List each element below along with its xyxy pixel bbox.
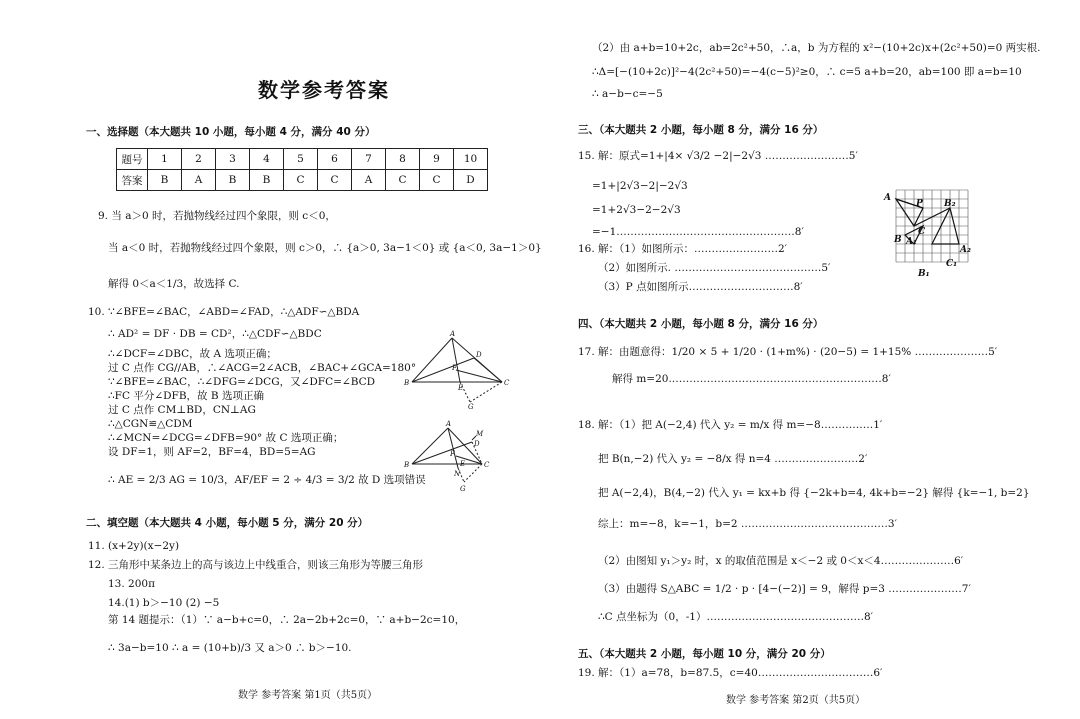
- q9-line: 解得 0＜a＜1/3，故选择 C.: [108, 278, 240, 290]
- fig-label: B: [404, 379, 410, 387]
- fig-label: E: [460, 460, 466, 468]
- q10-line: ∴△CGN≌△CDM: [108, 418, 193, 430]
- table-cell: 2: [182, 149, 216, 170]
- q18-line: （2）由图知 y₁＞y₂ 时，x 的取值范围是 x＜−2 或 0＜x＜4…………………6′: [598, 555, 964, 567]
- table-cell: C: [284, 170, 318, 191]
- triangle-figure-1: [402, 330, 512, 410]
- q10-line: 设 DF=1，则 AF=2，BF=4，BD=5=AG: [108, 446, 316, 458]
- fig-label: E: [458, 384, 464, 392]
- table-cell: 5: [284, 149, 318, 170]
- table-header-cell: 答案: [117, 170, 148, 191]
- table-cell: A: [352, 170, 386, 191]
- q18-line: 18. 解：（1）把 A(−2,4) 代入 y₂ = m/x 得 m=−8……………1′: [578, 419, 883, 431]
- table-cell: 10: [454, 149, 488, 170]
- page-2: [540, 0, 1080, 719]
- grid-label: P: [916, 199, 923, 209]
- q18-line: 把 B(n,−2) 代入 y₂ = −8/x 得 n=4 ……………………2′: [598, 453, 868, 465]
- q15-line: =1+2√3−2−2√3: [592, 204, 681, 216]
- section-5-heading: 五、（本大题共 2 小题，每小题 10 分，满分 20 分）: [578, 648, 831, 660]
- table-cell: D: [454, 170, 488, 191]
- fig-label: A: [450, 330, 456, 338]
- q16-line: 16. 解：（1）如图所示：……………………2′: [578, 243, 788, 255]
- section-1-heading: 一、选择题（本大题共 10 小题，每小题 4 分，满分 40 分）: [86, 126, 376, 138]
- fig-label: G: [460, 485, 466, 493]
- table-cell: 4: [250, 149, 284, 170]
- fig-label: F: [450, 450, 455, 458]
- fig-label: A: [446, 420, 452, 428]
- q10-line: ∴ AE = 2/3 AG = 10/3，AF/EF = 2 ÷ 4/3 = 3/2 故 D 选项错误: [108, 474, 426, 486]
- q12-answer: 12. 三角形中某条边上的高与该边上中线重合，则该三角形为等腰三角形: [88, 559, 424, 571]
- table-cell: 3: [216, 149, 250, 170]
- fig-label: B: [404, 461, 410, 469]
- q14-hint: 第 14 题提示：（1）∵ a−b+c=0，∴ 2a−2b+2c=0，∵ a+b−2c=10，: [108, 614, 466, 626]
- q14-part2-line: ∴Δ=[−(10+2c)]²−4(2c²+50)=−4(c−5)²≥0，∴ c=5 a+b=20，ab=100 即 a=b=10: [592, 66, 1022, 78]
- table-cell: C: [386, 170, 420, 191]
- fig-label: G: [468, 403, 474, 410]
- q10-line: ∴ AD² = DF · DB = CD²，∴△CDF∽△BDC: [108, 328, 322, 340]
- grid-label: C₁: [946, 259, 958, 269]
- q16-line: （3）P 点如图所示…………………………8′: [598, 281, 803, 293]
- fig-label: D: [474, 440, 480, 448]
- q10-line: 10. ∵∠BFE=∠BAC，∠ABD=∠FAD，∴△ADF∽△BDA: [88, 306, 360, 318]
- grid-label: A₁: [906, 237, 917, 247]
- grid-label: C: [918, 227, 926, 237]
- grid-label: B₂: [944, 199, 956, 209]
- grid-label: A₂: [960, 245, 971, 255]
- q14-hint: ∴ 3a−b=10 ∴ a = (10+b)/3 又 a＞0 ∴ b＞−10.: [108, 642, 352, 654]
- q11-answer: 11. (x+2y)(x−2y): [88, 540, 180, 552]
- table-cell: B: [216, 170, 250, 191]
- answer-table: [116, 148, 488, 191]
- table-cell: C: [420, 170, 454, 191]
- q18-line: ∴C 点坐标为（0，-1）………………………………………8′: [598, 611, 874, 623]
- q9-line: 9. 当 a＞0 时，若抛物线经过四个象限，则 c＜0，: [98, 210, 336, 222]
- q13-answer: 13. 200π: [108, 578, 155, 590]
- q15-line: =−1……………………………………………8′: [592, 226, 804, 238]
- section-2-heading: 二、填空题（本大题共 4 小题，每小题 5 分，满分 20 分）: [86, 517, 369, 529]
- fig-label: C: [484, 461, 490, 469]
- q18-line: （3）由题得 S△ABC = 1/2 · p · [4−(−2)] = 9，解得 p=3 …………………7′: [598, 583, 971, 595]
- table-cell: 8: [386, 149, 420, 170]
- table-cell: 1: [148, 149, 182, 170]
- q10-line: 过 C 点作 CM⊥BD，CN⊥AG: [108, 404, 256, 416]
- table-cell: B: [250, 170, 284, 191]
- section-4-heading: 四、（本大题共 2 小题，每小题 8 分，满分 16 分）: [578, 318, 824, 330]
- q10-line: ∵∠BFE=∠BAC，∴∠DFG=∠DCG，又∠DFC=∠BCD: [108, 376, 376, 388]
- grid-transformation-figure: [882, 186, 978, 278]
- fig-label: N: [454, 470, 461, 478]
- q15-line: =1+|2√3−2|−2√3: [592, 180, 688, 192]
- table-cell: C: [318, 170, 352, 191]
- page-footer: 数学 参考答案 第2页（共5页）: [726, 695, 866, 706]
- q14-part2-line: ∴ a−b−c=−5: [592, 88, 663, 100]
- table-header-cell: 题号: [117, 149, 148, 170]
- fig-label: C: [504, 379, 510, 387]
- table-cell: B: [148, 170, 182, 191]
- q10-line: 过 C 点作 CG//AB，∴∠ACG=2∠ACB，∠BAC+∠GCA=180°: [108, 362, 417, 374]
- fig-label: D: [476, 351, 482, 359]
- page-footer: 数学 参考答案 第1页（共5页）: [238, 690, 378, 701]
- fig-label: F: [452, 364, 457, 372]
- section-3-heading: 三、（本大题共 2 小题，每小题 8 分，满分 16 分）: [578, 124, 824, 136]
- q14-part2-line: （2）由 a+b=10+2c，ab=2c²+50，∴a，b 为方程的 x²−(10+2c)x+(2c²+50)=0 两实根.: [592, 42, 1041, 54]
- table-cell: 9: [420, 149, 454, 170]
- q18-line: 综上：m=−8，k=−1，b=2 ……………………………………3′: [598, 518, 897, 530]
- q10-line: ∴∠DCF=∠DBC，故 A 选项正确；: [108, 348, 277, 360]
- triangle-figure-2: [402, 420, 512, 494]
- answer-table-row-numbers: [117, 149, 488, 170]
- q19-line: 19. 解：（1）a=78，b=87.5，c=40……………………………6′: [578, 667, 883, 679]
- fig-label: M: [476, 430, 484, 438]
- grid-label: A: [884, 193, 891, 203]
- q16-line: （2）如图所示. ……………………………………5′: [598, 262, 831, 274]
- q9-line: 当 a＜0 时，若抛物线经过四个象限，则 c＞0，∴ {a＞0, 3a−1＜0} 或 {a＜0, 3a−1＞0}: [108, 242, 542, 254]
- document-title: 数学参考答案: [258, 78, 390, 102]
- q15-line: 15. 解：原式=1+|4× √3/2 −2|−2√3 ……………………5′: [578, 150, 858, 162]
- table-cell: 6: [318, 149, 352, 170]
- q17-line: 解得 m=20.……………………………………………………8′: [612, 373, 891, 385]
- q18-line: 把 A(−2,4)，B(4,−2) 代入 y₁ = kx+b 得 {−2k+b=4, 4k+b=−2} 解得 {k=−1, b=2}: [598, 487, 1030, 499]
- grid-label: B₁: [918, 269, 930, 278]
- q10-line: ∴FC 平分∠DFB，故 B 选项正确: [108, 390, 264, 402]
- answer-table-row-answers: [117, 170, 488, 191]
- grid-label: B: [894, 235, 902, 245]
- table-cell: 7: [352, 149, 386, 170]
- q14-answer: 14.(1) b＞−10 (2) −5: [108, 597, 220, 609]
- q17-line: 17. 解：由题意得：1/20 × 5 + 1/20 · (1+m%) · (20−5) = 1+15% …………………5′: [578, 346, 998, 358]
- q10-line: ∴∠MCN=∠DCG=∠DFB=90° 故 C 选项正确；: [108, 432, 344, 444]
- table-cell: A: [182, 170, 216, 191]
